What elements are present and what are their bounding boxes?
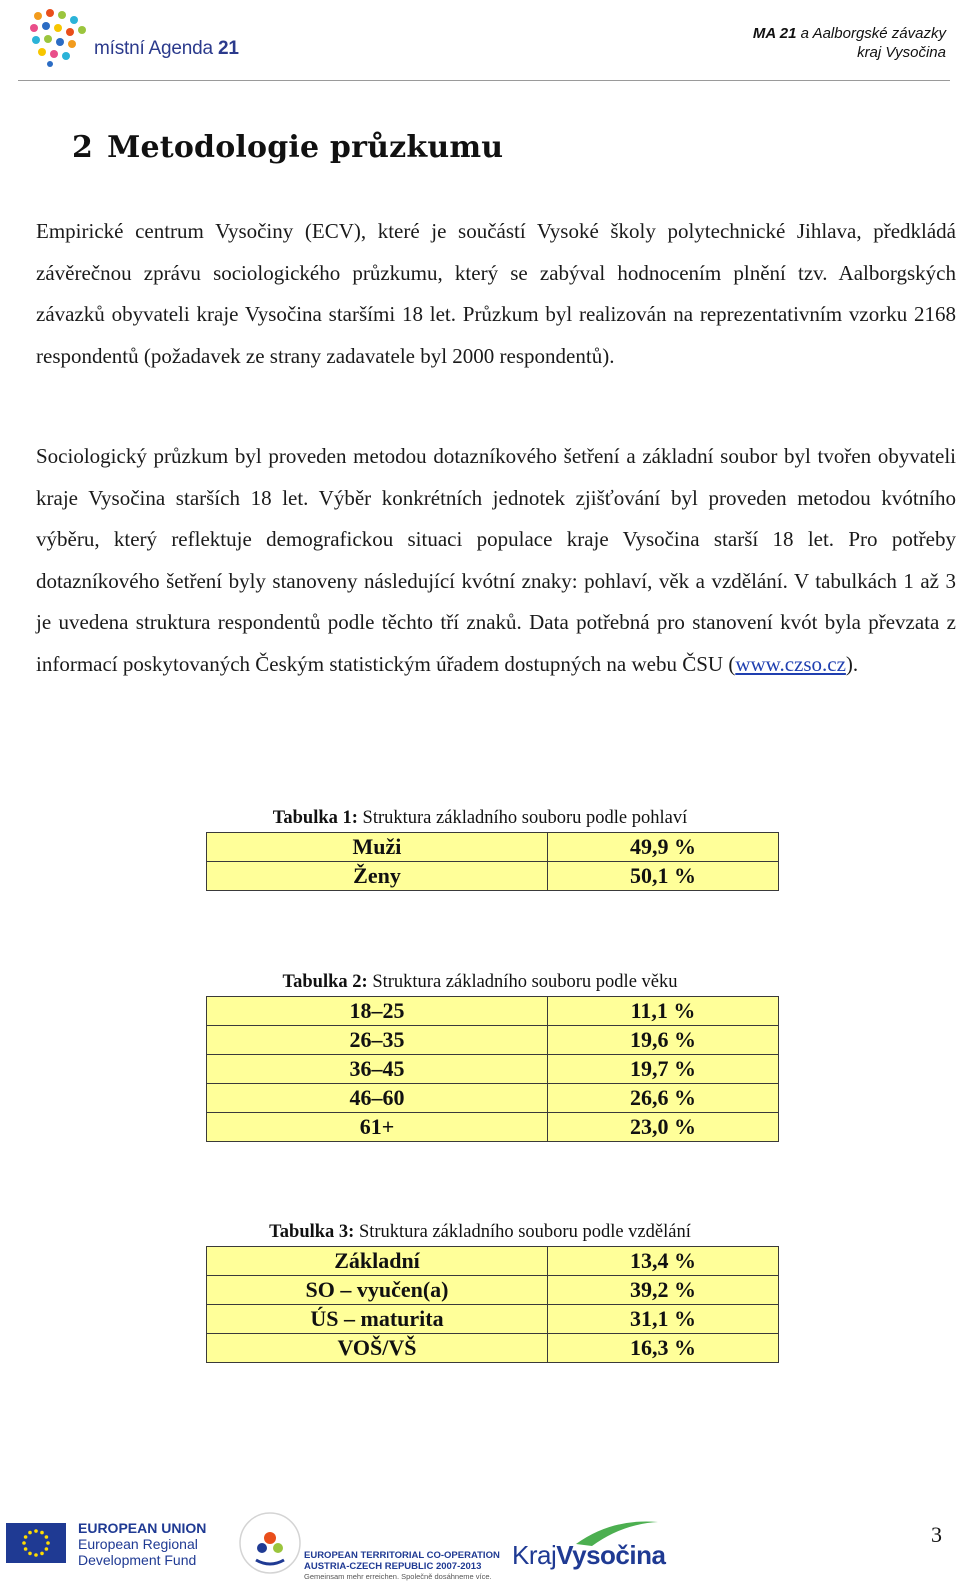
territorial-cooperation-logo xyxy=(236,1508,500,1584)
table-row xyxy=(207,1055,779,1084)
table-cell-value: 49,9 % xyxy=(548,833,779,862)
table-2-age xyxy=(206,996,779,1142)
table-cell-value: 26,6 % xyxy=(548,1084,779,1113)
table-row xyxy=(207,1113,779,1142)
cooperation-seal-icon xyxy=(236,1508,304,1578)
table-row xyxy=(207,997,779,1026)
table-row xyxy=(207,1276,779,1305)
table-cell-label: Ženy xyxy=(207,862,548,891)
table-cell-value: 11,1 % xyxy=(548,997,779,1026)
table-cell-label: 36–45 xyxy=(207,1055,548,1084)
czso-link[interactable]: www.czso.cz xyxy=(735,651,846,676)
table-cell-value: 23,0 % xyxy=(548,1113,779,1142)
section-heading xyxy=(72,130,503,165)
table-cell-value: 50,1 % xyxy=(548,862,779,891)
table-cell-value: 31,1 % xyxy=(548,1305,779,1334)
eu-text: EUROPEAN UNION European Regional Development Fund xyxy=(78,1520,207,1568)
table-cell-label: VOŠ/VŠ xyxy=(207,1334,548,1363)
table-cell-label: 61+ xyxy=(207,1113,548,1142)
table-cell-label: ÚS – maturita xyxy=(207,1305,548,1334)
table-cell-label: 18–25 xyxy=(207,997,548,1026)
table-row xyxy=(207,833,779,862)
table-cell-label: 26–35 xyxy=(207,1026,548,1055)
header-document-title: MA 21 a Aalborgské závazky kraj Vysočina xyxy=(752,25,946,61)
table-cell-label: Základní xyxy=(207,1247,548,1276)
table-cell-value: 19,6 % xyxy=(548,1026,779,1055)
table-row xyxy=(207,1305,779,1334)
table-row xyxy=(207,1334,779,1363)
table-3-education xyxy=(206,1246,779,1363)
mistni-agenda-21-logo xyxy=(28,6,238,68)
logo-text: místní Agenda 21 xyxy=(94,38,239,59)
kraj-vysocina-text: KrajVysočina xyxy=(512,1540,666,1570)
section-title: Metodologie průzkumu xyxy=(107,130,504,165)
kraj-vysocina-logo xyxy=(512,1514,666,1574)
table-3-caption: Tabulka 3: Struktura základního souboru podle vzdělání xyxy=(269,1222,691,1242)
table-cell-label: Muži xyxy=(207,833,548,862)
table-cell-label: SO – vyučen(a) xyxy=(207,1276,548,1305)
paragraph-methodology: Sociologický průzkum byl proveden metodou dotazníkového šetření a základní soubor byl tvořen obyvateli kraje Vysočina starších 18 let. Výběr konkrétních jednotek zjišťování byl proveden metodou kvótního výběru, který reflektuje demografickou situaci populace kraje Vysočina starší 18 let. Pro potřeby dotazníkového šetření byly stanoveny následující kvótní znaky: pohlaví, věk a vzdělání. V tabulkách 1 až 3 je uvedena struktura respondentů podle těchto tří znaků. Data potřebná pro stanovení kvót byla převzata z informací poskytovaných Českým statistickým úřadem dostupných na webu ČSU (www.czso.cz). xyxy=(36,444,956,676)
cooperation-text: EUROPEAN TERRITORIAL CO-OPERATION AUSTRIA-CZECH REPUBLIC 2007-2013 Gemeinsam mehr erreichen. Společně dosáhneme více. xyxy=(304,1550,500,1581)
table-row xyxy=(207,862,779,891)
table-cell-value: 16,3 % xyxy=(548,1334,779,1363)
section-number: 2 xyxy=(72,130,94,165)
table-cell-label: 46–60 xyxy=(207,1084,548,1113)
table-1-caption: Tabulka 1: Struktura základního souboru podle pohlaví xyxy=(272,808,688,828)
table-row xyxy=(207,1026,779,1055)
table-2-caption: Tabulka 2: Struktura základního souboru podle věku xyxy=(282,972,678,992)
table-cell-value: 13,4 % xyxy=(548,1247,779,1276)
table-cell-value: 39,2 % xyxy=(548,1276,779,1305)
table-cell-value: 19,7 % xyxy=(548,1055,779,1084)
table-row xyxy=(207,1247,779,1276)
table-1-gender xyxy=(206,832,779,891)
eu-erdf-logo xyxy=(6,1520,206,1576)
page-footer xyxy=(0,1508,960,1592)
page-header xyxy=(0,0,960,82)
paragraph-intro: Empirické centrum Vysočiny (ECV), které je součástí Vysoké školy polytechnické Jihlava, předkládá závěrečnou zprávu sociologického průzkumu, který se zabýval hodnocením plnění tzv. Aalborgských závazků obyvateli kraje Vysočina staršími 18 let. Průzkum byl realizován na reprezentativním vzorku 2168 respondentů (požadavek ze strany zadavatele byl 2000 respondentů). xyxy=(36,219,956,368)
eu-flag-icon xyxy=(6,1523,66,1563)
table-row xyxy=(207,1084,779,1113)
header-divider xyxy=(18,80,950,81)
agenda-dots-icon xyxy=(28,6,90,68)
page-number: 3 xyxy=(931,1522,942,1547)
